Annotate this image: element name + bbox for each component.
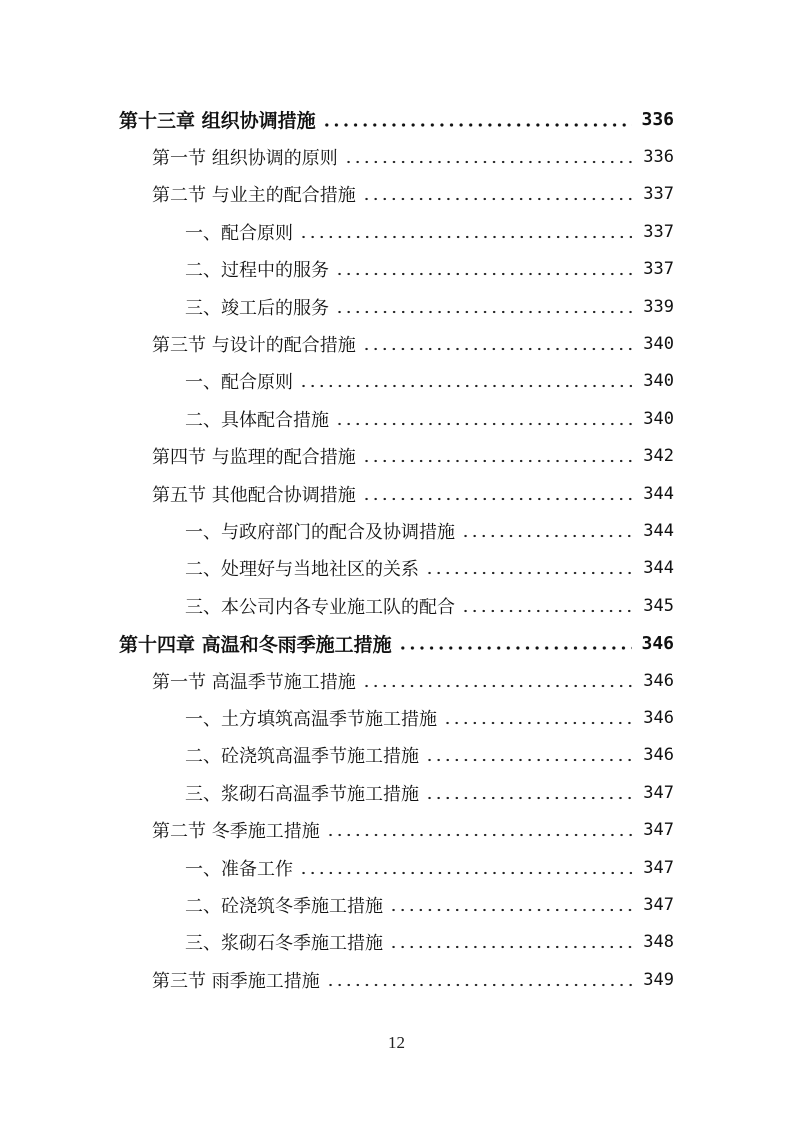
toc-entry-label: 三、本公司内各专业施工队的配合 <box>185 596 455 618</box>
toc-entry-label: 二、过程中的服务 <box>185 260 329 282</box>
toc-entry-page: 346 <box>641 632 674 654</box>
toc-entry-page: 340 <box>643 371 674 392</box>
dot-leader <box>335 310 632 314</box>
toc-entry-label: 三、浆砌石高温季节施工措施 <box>185 783 419 805</box>
dot-leader <box>362 197 632 201</box>
toc-entry-section[interactable] <box>0 176 793 213</box>
toc-entry-page: 336 <box>641 109 674 131</box>
dot-leader <box>344 160 632 164</box>
toc-entry-label: 二、具体配合措施 <box>185 409 329 431</box>
dot-leader <box>425 758 632 762</box>
toc-entry-page: 348 <box>643 932 674 953</box>
page-number: 12 <box>388 1033 405 1052</box>
toc-entry-label: 第十三章 组织协调措施 <box>119 110 316 133</box>
toc-entry-page: 346 <box>643 670 674 691</box>
dot-leader <box>299 871 632 875</box>
toc-entry-page: 340 <box>643 334 674 355</box>
toc-entry-section[interactable] <box>0 961 793 998</box>
dot-leader <box>425 796 632 800</box>
toc-entry-label: 三、浆砌石冬季施工措施 <box>185 933 383 955</box>
toc-entry-section[interactable] <box>0 138 793 175</box>
toc-entry-section[interactable] <box>0 811 793 848</box>
toc-entry-label: 第三节 与设计的配合措施 <box>152 335 356 357</box>
toc-entry-page: 346 <box>643 745 674 766</box>
toc-entry-page: 337 <box>643 221 674 242</box>
toc-entry-page: 345 <box>643 595 674 616</box>
dot-leader <box>299 384 632 388</box>
table-of-contents <box>0 101 793 998</box>
dot-leader <box>335 272 632 276</box>
toc-entry-page: 337 <box>643 259 674 280</box>
toc-entry-section[interactable] <box>0 325 793 362</box>
toc-entry-section[interactable] <box>0 662 793 699</box>
toc-entry-section[interactable] <box>0 438 793 475</box>
dot-leader <box>322 123 632 127</box>
toc-entry-label: 一、土方填筑高温季节施工措施 <box>185 708 437 730</box>
toc-entry-page: 342 <box>643 446 674 467</box>
toc-entry-subsection[interactable] <box>0 587 793 624</box>
dot-leader <box>389 908 632 912</box>
dot-leader <box>299 235 632 239</box>
toc-entry-label: 第三节 雨季施工措施 <box>152 970 320 992</box>
toc-entry-chapter[interactable] <box>0 101 793 138</box>
toc-entry-subsection[interactable] <box>0 288 793 325</box>
toc-entry-label: 二、砼浇筑冬季施工措施 <box>185 895 383 917</box>
toc-entry-subsection[interactable] <box>0 737 793 774</box>
toc-entry-section[interactable] <box>0 475 793 512</box>
dot-leader <box>443 721 632 725</box>
toc-entry-subsection[interactable] <box>0 512 793 549</box>
toc-entry-label: 第五节 其他配合协调措施 <box>152 484 356 506</box>
toc-entry-page: 340 <box>643 408 674 429</box>
toc-entry-subsection[interactable] <box>0 849 793 886</box>
dot-leader <box>461 534 632 538</box>
dot-leader <box>461 609 632 613</box>
toc-entry-page: 339 <box>643 296 674 317</box>
toc-entry-label: 二、砼浇筑高温季节施工措施 <box>185 746 419 768</box>
dot-leader <box>398 646 632 650</box>
dot-leader <box>326 983 632 987</box>
toc-entry-label: 第一节 高温季节施工措施 <box>152 671 356 693</box>
toc-entry-page: 347 <box>643 857 674 878</box>
dot-leader <box>362 684 632 688</box>
toc-entry-page: 347 <box>643 894 674 915</box>
toc-entry-label: 一、准备工作 <box>185 858 293 880</box>
toc-entry-subsection[interactable] <box>0 550 793 587</box>
toc-entry-page: 349 <box>643 969 674 990</box>
dot-leader <box>389 945 632 949</box>
toc-entry-subsection[interactable] <box>0 213 793 250</box>
toc-entry-page: 344 <box>643 520 674 541</box>
toc-entry-label: 第二节 冬季施工措施 <box>152 821 320 843</box>
toc-entry-subsection[interactable] <box>0 251 793 288</box>
toc-entry-label: 二、处理好与当地社区的关系 <box>185 559 419 581</box>
toc-entry-subsection[interactable] <box>0 699 793 736</box>
toc-entry-page: 347 <box>643 820 674 841</box>
dot-leader <box>425 571 632 575</box>
toc-entry-subsection[interactable] <box>0 924 793 961</box>
toc-entry-page: 344 <box>643 558 674 579</box>
toc-entry-subsection[interactable] <box>0 363 793 400</box>
toc-entry-page: 336 <box>643 147 674 168</box>
dot-leader <box>362 497 632 501</box>
toc-entry-subsection[interactable] <box>0 886 793 923</box>
dot-leader <box>326 833 632 837</box>
toc-entry-page: 337 <box>643 184 674 205</box>
toc-entry-label: 第十四章 高温和冬雨季施工措施 <box>119 633 392 656</box>
toc-entry-label: 一、配合原则 <box>185 372 293 394</box>
toc-entry-chapter[interactable] <box>0 624 793 661</box>
toc-entry-label: 一、配合原则 <box>185 222 293 244</box>
toc-entry-label: 第四节 与监理的配合措施 <box>152 447 356 469</box>
dot-leader <box>362 347 632 351</box>
toc-entry-page: 344 <box>643 483 674 504</box>
toc-entry-page: 346 <box>643 707 674 728</box>
toc-entry-label: 三、竣工后的服务 <box>185 297 329 319</box>
dot-leader <box>362 459 632 463</box>
toc-entry-page: 347 <box>643 782 674 803</box>
toc-entry-subsection[interactable] <box>0 774 793 811</box>
toc-entry-label: 第一节 组织协调的原则 <box>152 148 338 170</box>
toc-entry-subsection[interactable] <box>0 400 793 437</box>
toc-entry-label: 第二节 与业主的配合措施 <box>152 185 356 207</box>
toc-entry-label: 一、与政府部门的配合及协调措施 <box>185 521 455 543</box>
dot-leader <box>335 422 632 426</box>
